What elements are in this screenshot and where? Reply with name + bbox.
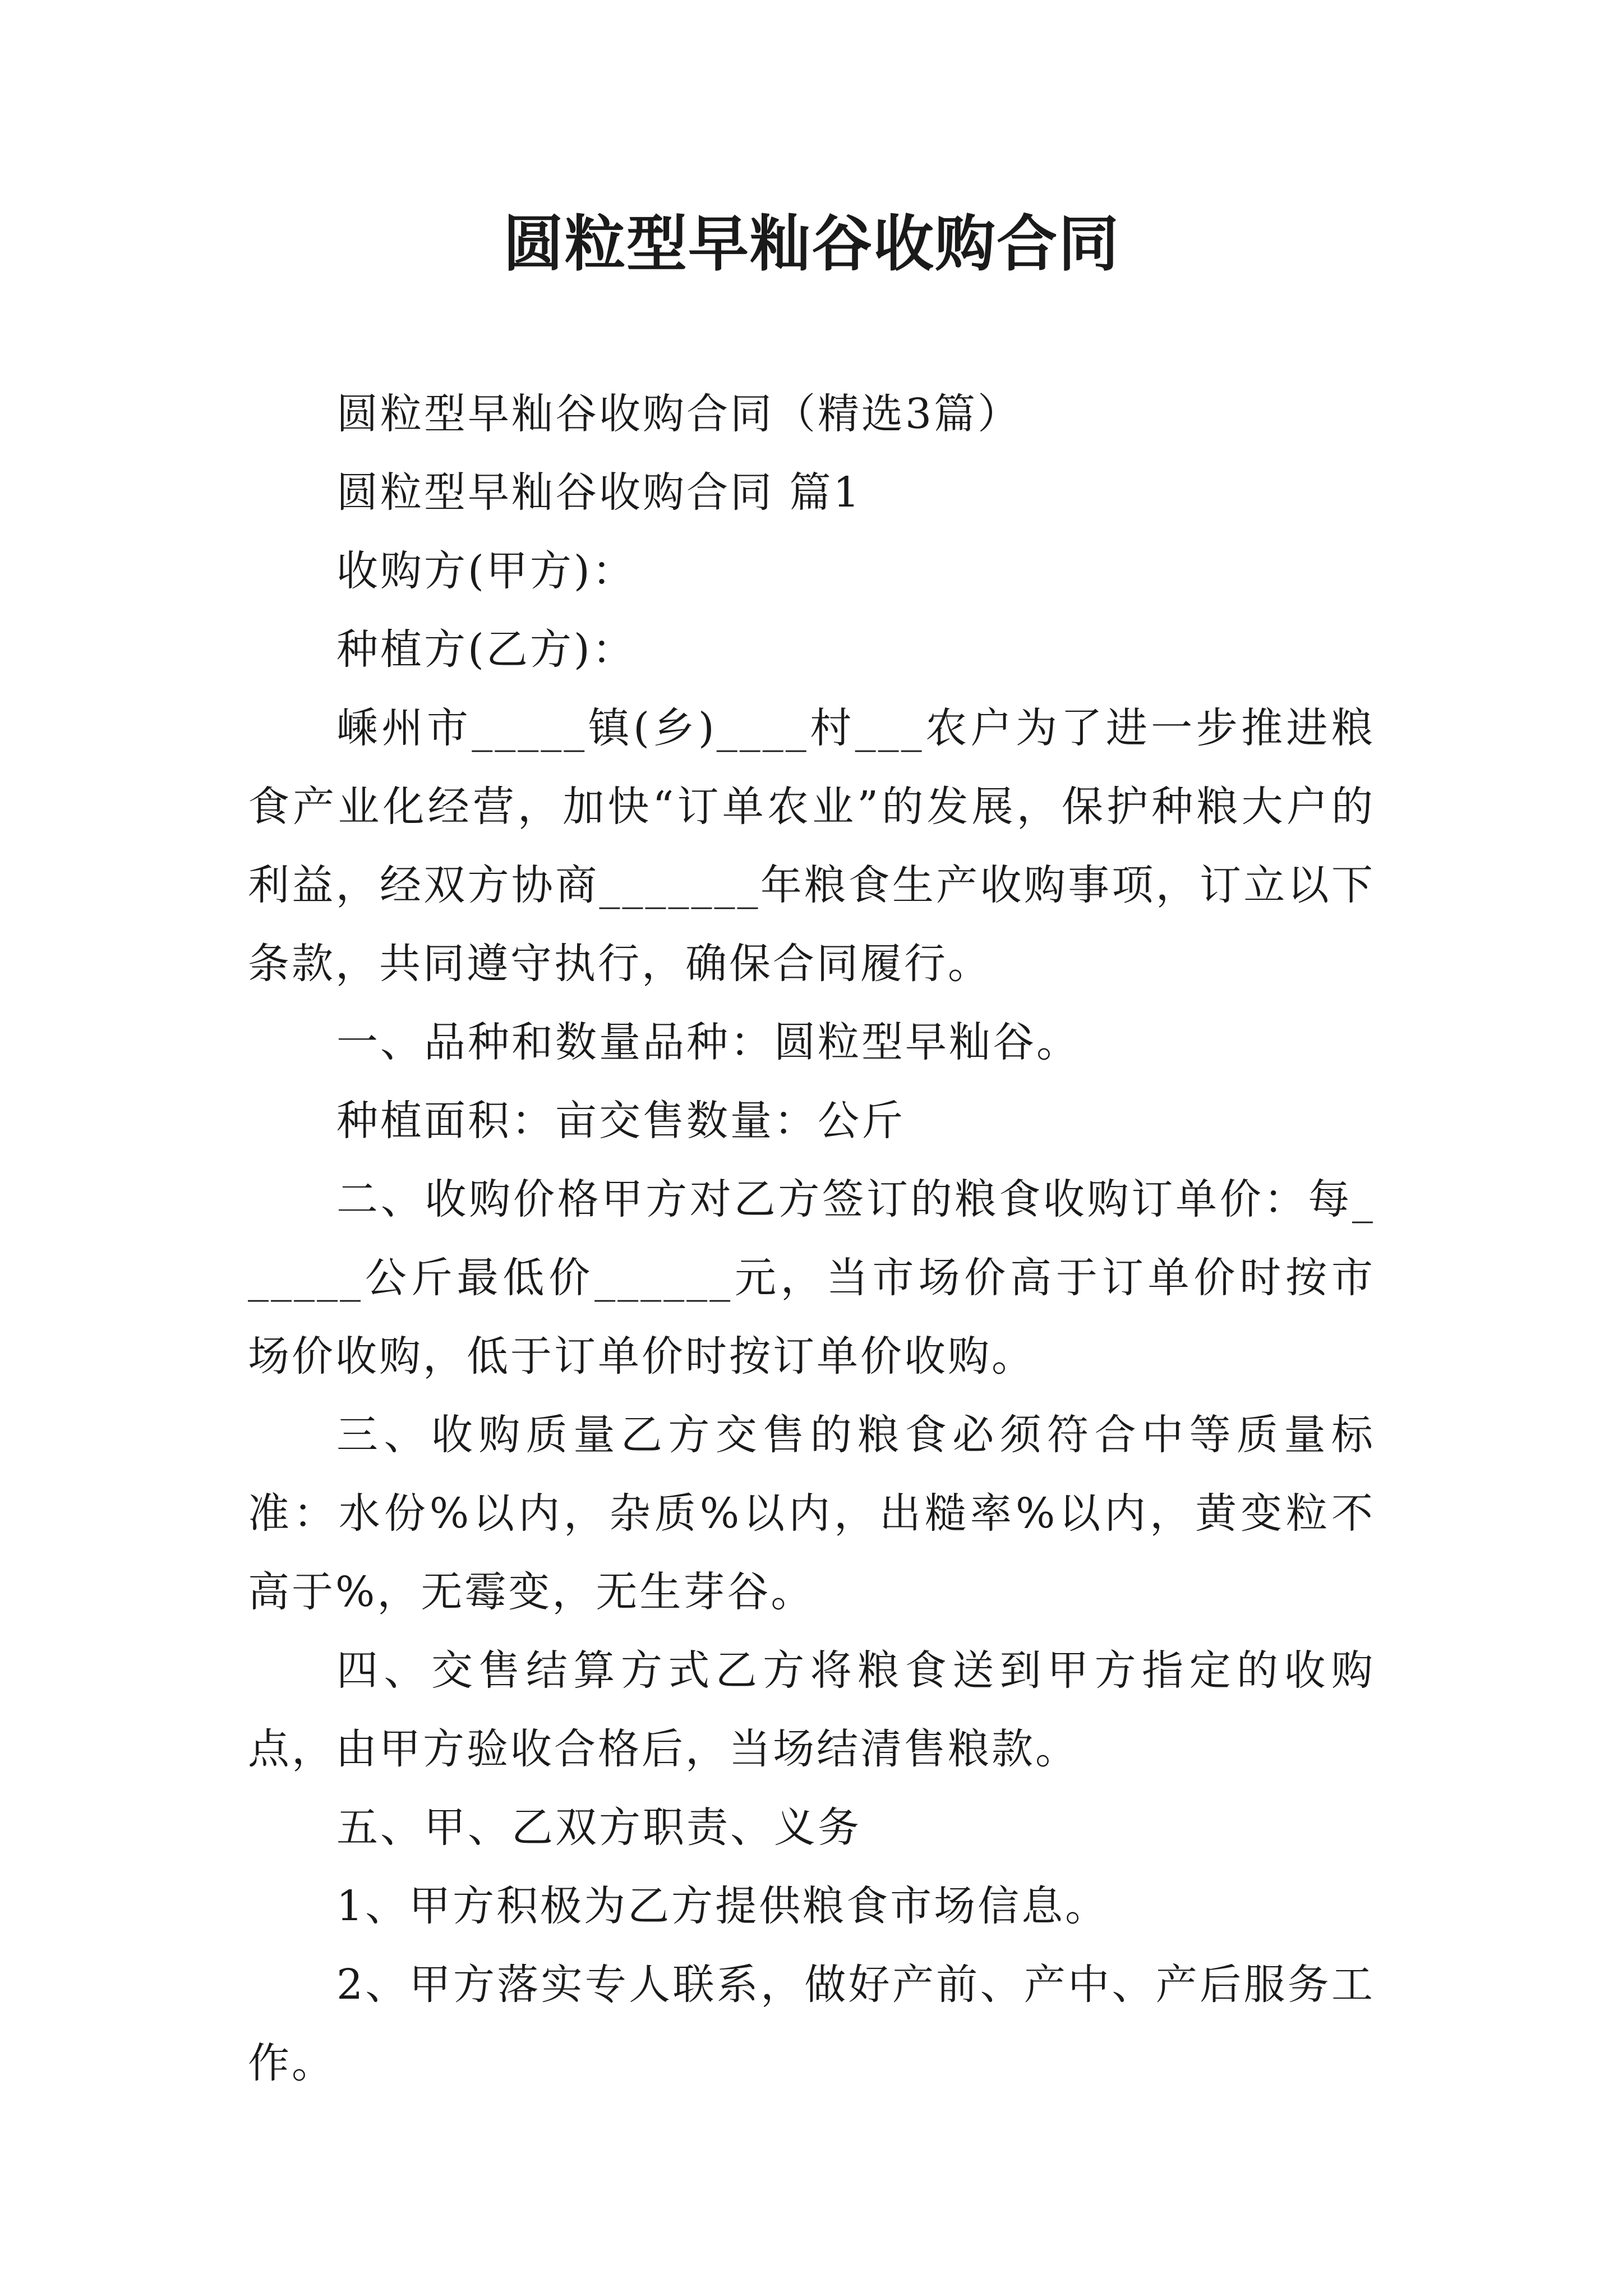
buyer-line: 收购方(甲方)： bbox=[336, 547, 636, 595]
clause-variety: 一、品种和数量品种：圆粒型早籼谷。 bbox=[336, 1018, 1080, 1066]
clause-duty-1: 1、甲方积极为乙方提供粮食市场信息。 bbox=[336, 1882, 1109, 1930]
document-body bbox=[248, 375, 1375, 2102]
clause-duty-2: 2、甲方落实专人联系，做好产前、产中、产后服务工作。 bbox=[248, 1961, 1375, 2087]
section-heading: 圆粒型早籼谷收购合同 篇1 bbox=[336, 468, 862, 517]
subtitle-paragraph: 圆粒型早籼谷收购合同（精选3篇） bbox=[336, 390, 1022, 438]
document-title: 圆粒型早籼谷收购合同 bbox=[502, 209, 1120, 279]
clause-settlement: 四、交售结算方式乙方将粮食送到甲方指定的收购点，由甲方验收合格后，当场结清售粮款。 bbox=[248, 1646, 1375, 1773]
clause-area: 种植面积：亩交售数量：公斤 bbox=[336, 1097, 905, 1145]
clause-price: 二、收购价格甲方对乙方签订的粮食收购订单价：每______公斤最低价______元，当市场价高于订单价时按市场价收购，低于订单价时按订单价收购。 bbox=[248, 1175, 1375, 1381]
grower-line: 种植方(乙方)： bbox=[336, 625, 636, 674]
preamble-paragraph: 嵊州市_____镇(乡)____村___农户为了进一步推进粮食产业化经营，加快“订单农业”的发展，保护种粮大户的利益，经双方协商_______年粮食生产收购事项，订立以下条款，共同遵守执行，确保合同履行。 bbox=[248, 704, 1375, 988]
clause-duties-heading: 五、甲、乙双方职责、义务 bbox=[336, 1803, 861, 1852]
clause-quality: 三、收购质量乙方交售的粮食必须符合中等质量标准：水份%以内，杂质%以内，出糙率%以内，黄变粒不高于%，无霉变，无生芽谷。 bbox=[248, 1411, 1375, 1616]
